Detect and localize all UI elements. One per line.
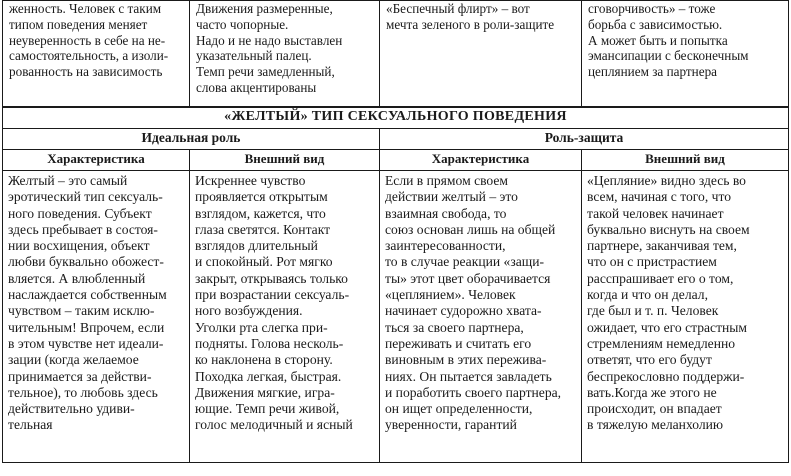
continued-text-2: Движения размеренные, часто чопорные. Надо и не надо выставлен указательный палец. Темп речи замедленный, слова акцентированы xyxy=(196,1,343,95)
subheader-protective-appearance: Внешний вид xyxy=(582,150,789,171)
group-protective-role: Роль-защита xyxy=(380,129,789,150)
continued-row xyxy=(3,1,789,108)
subheader-ideal-characteristic: Характеристика xyxy=(3,150,190,171)
continued-text-4: сговорчивость» – тоже борьба с зависимостью. А может быть и попытка эмансипации с бесконечным цеплянием за партнера xyxy=(588,1,749,80)
continued-cell-4 xyxy=(582,1,789,108)
ideal-appearance-cell xyxy=(190,171,380,463)
continued-cell-1 xyxy=(3,1,190,108)
ideal-characteristic-cell xyxy=(3,171,190,463)
subheader-protective-characteristic: Характеристика xyxy=(380,150,582,171)
color-behavior-table xyxy=(2,0,789,463)
subheader-row xyxy=(3,150,789,171)
section-title-row xyxy=(3,107,789,129)
continued-text-1: женность. Человек с таким типом поведения меняет неуверенность в себе на не- самостоятельность, а изоли- рованность на зависимость xyxy=(9,1,169,80)
ideal-characteristic-text: Желтый – это самый эротический тип сексуаль- ного поведения. Субъект здесь пребывает в состоя- нии восхищения, объект любви буквально обожест- вляется. А влюбленный наслаждается собственным чувством – таким исклю- чительным! Впрочем, если в этом чувстве нет идеали- зации (когда желаемое принимается за действи- тельное), то любовь здесь действительно удиви- тельная xyxy=(8,173,167,433)
protective-appearance-text: «Цепляние» видно здесь во всем, начиная с того, что такой человек начинает буквально виснуть на своем партнере, заканчивая тем, что он с пристрастием расспрашивает его о том, когда и что он делал, где был и т. п. Человек ожидает, что его страстным стремлениям немедленно ответят, что его будут беспрекословно поддержи- вать.Когда же этого не происходит, он впадает в тяжелую меланхолию xyxy=(587,173,750,433)
body-row xyxy=(3,171,789,463)
section-title: «ЖЕЛТЫЙ» ТИП СЕКСУАЛЬНОГО ПОВЕДЕНИЯ xyxy=(3,107,789,129)
continued-cell-2 xyxy=(190,1,380,108)
document-page xyxy=(2,0,788,474)
continued-cell-3 xyxy=(380,1,582,108)
protective-characteristic-text: Если в прямом своем действии желтый – это взаимная свобода, то союз основан лишь на общей заинтересованности, то в случае реакции «защи- ты» этот цвет оборачивается «цеплянием». Человек начинает судорожно хвата- ться за своего партнера, переживать и считать его виновным в этих пережива- ниях. Он пытается завладеть и поработить своего партнера, он ищет определенности, уверенности, гарантий xyxy=(385,173,562,433)
continued-text-3: «Беспечный флирт» – вот мечта зеленого в роли-защите xyxy=(386,1,555,32)
protective-appearance-cell xyxy=(582,171,789,463)
ideal-appearance-text: Искреннее чувство проявляется открытым взглядом, кажется, что глаза светятся. Контакт взглядов длительный и спокойный. Рот мягко закрыт, открываясь только при возрастании сексуаль- ного возбуждения. Уголки рта слегка при- подняты. Голова несколь- ко наклонена в сторону. Походка легкая, быстрая. Движения мягкие, игра- ющие. Темп речи живой, голос мелодичный и ясный xyxy=(195,173,353,433)
group-header-row xyxy=(3,129,789,150)
group-ideal-role: Идеальная роль xyxy=(3,129,380,150)
subheader-ideal-appearance: Внешний вид xyxy=(190,150,380,171)
protective-characteristic-cell xyxy=(380,171,582,463)
